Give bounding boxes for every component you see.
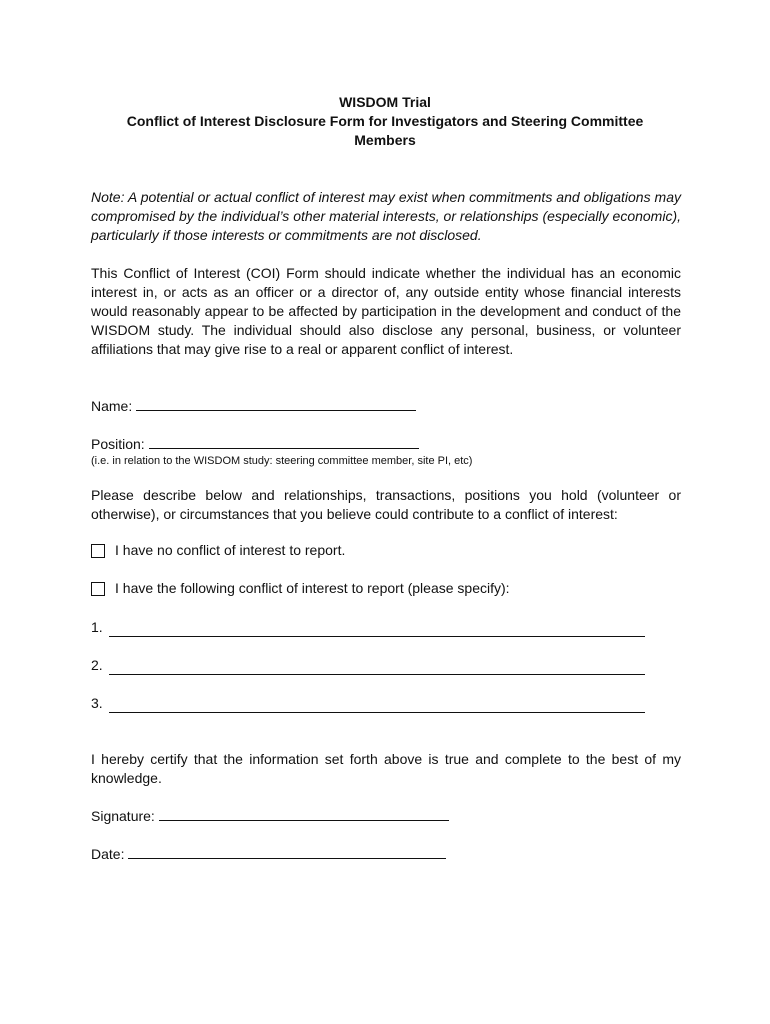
date-blank[interactable]	[128, 845, 446, 859]
signature-field[interactable]	[91, 807, 449, 826]
title-trial-name: WISDOM Trial	[339, 94, 431, 110]
has-conflict-label: I have the following conflict of interest to report (please specify):	[115, 580, 510, 596]
conflict-line-blank[interactable]	[109, 622, 645, 637]
position-blank[interactable]	[149, 435, 419, 449]
conflict-line-blank[interactable]	[109, 698, 645, 713]
note-paragraph: Note: A potential or actual conflict of interest may exist when commitments and obligations may compromised by the individual’s other material interests, or relationships (especially economic), particularly if those interests or commitments are not disclosed.	[91, 189, 681, 243]
no-conflict-label: I have no conflict of interest to report.	[115, 542, 346, 558]
certify-paragraph: I hereby certify that the information set forth above is true and complete to the best of my knowledge.	[91, 751, 681, 786]
conflict-line-number: 2.	[91, 657, 103, 673]
no-conflict-checkbox[interactable]	[91, 544, 105, 558]
position-field[interactable]	[91, 435, 419, 454]
title-form-name-cont: Members	[354, 132, 416, 148]
form-title	[90, 93, 680, 150]
signature-blank[interactable]	[159, 807, 449, 821]
title-form-name: Conflict of Interest Disclosure Form for Investigators and Steering Committee	[126, 113, 644, 129]
has-conflict-option[interactable]	[91, 579, 510, 598]
coi-paragraph: This Conflict of Interest (COI) Form should indicate whether the individual has an economic interest in, or acts as an officer or a director of, any outside entity whose financial interests would reasonably appear to be affected by participation in the development and conduct of the WISDOM study. The individual should also disclose any personal, business, or volunteer affiliations that may give rise to a real or apparent conflict of interest.	[91, 265, 681, 357]
date-field[interactable]	[91, 845, 446, 864]
name-blank[interactable]	[136, 397, 416, 411]
conflict-line-number: 3.	[91, 695, 103, 711]
conflict-line-3[interactable]	[91, 694, 645, 713]
has-conflict-checkbox[interactable]	[91, 582, 105, 596]
no-conflict-option[interactable]	[91, 541, 345, 560]
date-label: Date:	[91, 846, 125, 862]
position-label: Position:	[91, 436, 145, 452]
name-label: Name:	[91, 398, 133, 414]
name-field[interactable]	[91, 397, 416, 416]
position-hint: (i.e. in relation to the WISDOM study: steering committee member, site PI, etc)	[91, 455, 473, 467]
signature-label: Signature:	[91, 808, 155, 824]
conflict-line-1[interactable]	[91, 618, 645, 637]
conflict-line-blank[interactable]	[109, 660, 645, 675]
describe-paragraph: Please describe below and relationships, transactions, positions you hold (volunteer or otherwise), or circumstances that you believe could contribute to a conflict of interest:	[91, 487, 681, 522]
conflict-line-number: 1.	[91, 619, 103, 635]
conflict-line-2[interactable]	[91, 656, 645, 675]
